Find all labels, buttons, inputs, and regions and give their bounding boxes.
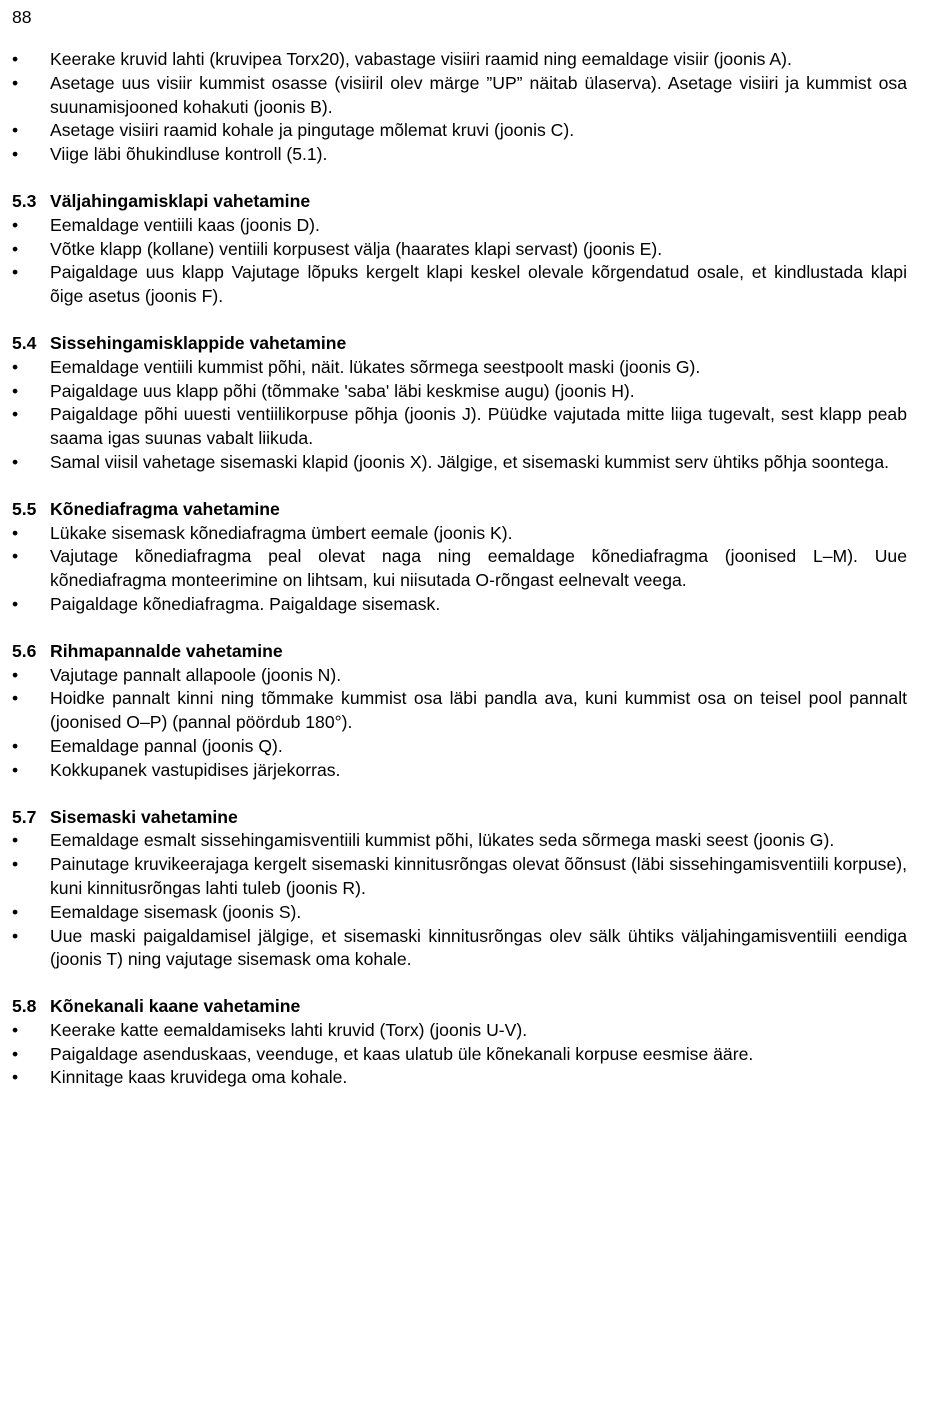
list-item xyxy=(12,72,907,120)
bullet-icon: • xyxy=(12,451,19,472)
bullet-icon: • xyxy=(12,49,19,69)
section-number: 5.6 xyxy=(12,640,37,661)
bullet-icon: • xyxy=(12,262,19,283)
list-item-text: Eemaldage ventiili kaas (joonis D). xyxy=(50,214,320,235)
list-item-text: Eemaldage esmalt sissehingamisventiili kummist põhi, lükates seda sõrmega maski seest (joonis G). xyxy=(50,830,835,851)
bullet-icon: • xyxy=(12,238,19,259)
section-number: 5.5 xyxy=(12,498,37,519)
list-item xyxy=(12,48,907,72)
list-item-text: Paigaldage asenduskaas, veenduge, et kaas ulatub üle kõnekanali korpuse eesmise ääre. xyxy=(50,1043,754,1064)
list-item xyxy=(12,380,907,404)
list-item-text: Eemaldage sisemask (joonis S). xyxy=(50,901,302,922)
section-heading xyxy=(12,640,907,664)
list-item-text: Paigaldage uus klapp Vajutage lõpuks kergelt klapi keskel olevale kõrgendatud osale, et kindlustada klapi õige asetus (joonis F). xyxy=(50,262,907,307)
section xyxy=(12,995,907,1090)
list-item xyxy=(12,901,907,925)
list-item xyxy=(12,403,907,451)
section xyxy=(12,806,907,973)
list-item-text: Vajutage pannalt allapoole (joonis N). xyxy=(50,664,342,685)
list-item-text: Viige läbi õhukindluse kontroll (5.1). xyxy=(50,144,328,165)
list-item-text: Painutage kruvikeerajaga kergelt sisemaski kinnitusrõngas olevat õõnsust (läbi sissehingamisventiili korpuse), kuni kinnitusrõngas lahti tuleb (joonis R). xyxy=(50,854,907,898)
section-number: 5.3 xyxy=(12,190,37,211)
list-item-text: Võtke klapp (kollane) ventiili korpusest välja (haarates klapi servast) (joonis E). xyxy=(50,238,663,259)
list-item-text: Kokkupanek vastupidises järjekorras. xyxy=(50,759,341,780)
list-item xyxy=(12,664,907,688)
list-item xyxy=(12,143,907,167)
bullet-icon: • xyxy=(12,593,19,614)
list-item xyxy=(12,1019,907,1043)
bullet-icon: • xyxy=(12,901,19,922)
section xyxy=(12,332,907,475)
list-item-text: Paigaldage uus klapp põhi (tõmmake 'saba' läbi keskmise augu) (joonis H). xyxy=(50,380,635,401)
section-title: Rihmapannalde vahetamine xyxy=(50,640,283,661)
list-item-text: Lükake sisemask kõnediafragma ümbert eemale (joonis K). xyxy=(50,522,513,543)
section-number: 5.8 xyxy=(12,996,37,1017)
list-item xyxy=(12,1043,907,1067)
section-title: Kõnediafragma vahetamine xyxy=(50,498,280,519)
list-item-text: Keerake katte eemaldamiseks lahti kruvid (Torx) (joonis U-V). xyxy=(50,1019,528,1040)
section-title: Kõnekanali kaane vahetamine xyxy=(50,996,301,1017)
bullet-icon: • xyxy=(12,735,19,756)
bullet-icon: • xyxy=(12,380,19,401)
section xyxy=(12,190,907,309)
list-item-text: Eemaldage pannal (joonis Q). xyxy=(50,735,283,756)
section-heading xyxy=(12,995,907,1019)
section-number: 5.7 xyxy=(12,806,37,827)
bullet-icon: • xyxy=(12,759,19,780)
bullet-icon: • xyxy=(12,854,19,875)
intro-list xyxy=(12,48,907,167)
list-item xyxy=(12,214,907,238)
section-title: Sisemaski vahetamine xyxy=(50,806,238,827)
bullet-icon: • xyxy=(12,214,19,235)
list-item-text: Hoidke pannalt kinni ning tõmmake kummist osa läbi pandla ava, kuni kummist osa on teisel pool pannalt (joonised O–P) (pannal pöördub 180°). xyxy=(50,688,907,733)
list-item xyxy=(12,1066,907,1090)
bullet-icon: • xyxy=(12,925,19,946)
section-list xyxy=(12,829,907,972)
bullet-icon: • xyxy=(12,404,19,425)
section-heading xyxy=(12,190,907,214)
bullet-icon: • xyxy=(12,522,19,543)
list-item xyxy=(12,119,907,143)
bullet-icon: • xyxy=(12,1067,19,1088)
section-number: 5.4 xyxy=(12,332,37,353)
section-list xyxy=(12,356,907,475)
list-item xyxy=(12,735,907,759)
section-heading xyxy=(12,498,907,522)
bullet-icon: • xyxy=(12,144,19,165)
list-item-text: Uue maski paigaldamisel jälgige, et sisemaski kinnitusrõngas olev sälk ühtiks väljahingamisventiili eendiga (joonis T) ning vajutage sisemask oma kohale. xyxy=(50,925,907,970)
section-heading xyxy=(12,806,907,830)
bullet-icon: • xyxy=(12,830,19,851)
list-item xyxy=(12,687,907,735)
list-item xyxy=(12,829,907,853)
section-list xyxy=(12,214,907,309)
list-item xyxy=(12,238,907,262)
section xyxy=(12,498,907,617)
list-item-text: Asetage visiiri raamid kohale ja pingutage mõlemat kruvi (joonis C). xyxy=(50,120,575,141)
bullet-icon: • xyxy=(12,664,19,685)
document-body xyxy=(12,48,907,1090)
bullet-icon: • xyxy=(12,688,19,709)
list-item-text: Vajutage kõnediafragma peal olevat naga ning eemaldage kõnediafragma (joonised L–M). Uue kõnediafragma monteerimine on lihtsam, kui niisutada O-rõngast eelnevalt veega. xyxy=(50,546,907,591)
sections xyxy=(12,190,907,1090)
list-item xyxy=(12,759,907,783)
section-list xyxy=(12,1019,907,1090)
list-item xyxy=(12,522,907,546)
section-list xyxy=(12,664,907,783)
list-item-text: Paigaldage kõnediafragma. Paigaldage sisemask. xyxy=(50,593,441,614)
list-item xyxy=(12,545,907,593)
bullet-icon: • xyxy=(12,1019,19,1040)
list-item-text: Paigaldage põhi uuesti ventiilikorpuse põhja (joonis J). Püüdke vajutada mitte liiga tugevalt, sest klapp peab saama igas suunas vabalt liikuda. xyxy=(50,404,907,449)
list-item-text: Kinnitage kaas kruvidega oma kohale. xyxy=(50,1067,348,1088)
list-item-text: Eemaldage ventiili kummist põhi, näit. lükates sõrmega seestpoolt maski (joonis G). xyxy=(50,356,701,377)
bullet-icon: • xyxy=(12,1043,19,1064)
section-heading xyxy=(12,332,907,356)
list-item xyxy=(12,261,907,309)
section-list xyxy=(12,522,907,617)
section xyxy=(12,640,907,783)
page-number: 88 xyxy=(12,7,32,27)
list-item xyxy=(12,356,907,380)
list-item xyxy=(12,451,907,475)
list-item-text: Samal viisil vahetage sisemaski klapid (joonis X). Jälgige, et sisemaski kummist serv ühtiks põhja soontega. xyxy=(50,451,889,472)
list-item xyxy=(12,593,907,617)
list-item xyxy=(12,925,907,973)
section-title: Sissehingamisklappide vahetamine xyxy=(50,332,347,353)
bullet-icon: • xyxy=(12,120,19,141)
bullet-icon: • xyxy=(12,546,19,567)
list-item-text: Asetage uus visiir kummist osasse (visiiril olev märge ”UP” näitab ülaserva). Asetage visiiri ja kummist osa suunamisjooned kohakuti (joonis B). xyxy=(50,72,907,117)
list-item xyxy=(12,853,907,901)
bullet-icon: • xyxy=(12,72,19,93)
bullet-icon: • xyxy=(12,356,19,377)
list-item-text: Keerake kruvid lahti (kruvipea Torx20), vabastage visiiri raamid ning eemaldage visiir (joonis A). xyxy=(50,49,792,69)
section-title: Väljahingamisklapi vahetamine xyxy=(50,190,311,211)
